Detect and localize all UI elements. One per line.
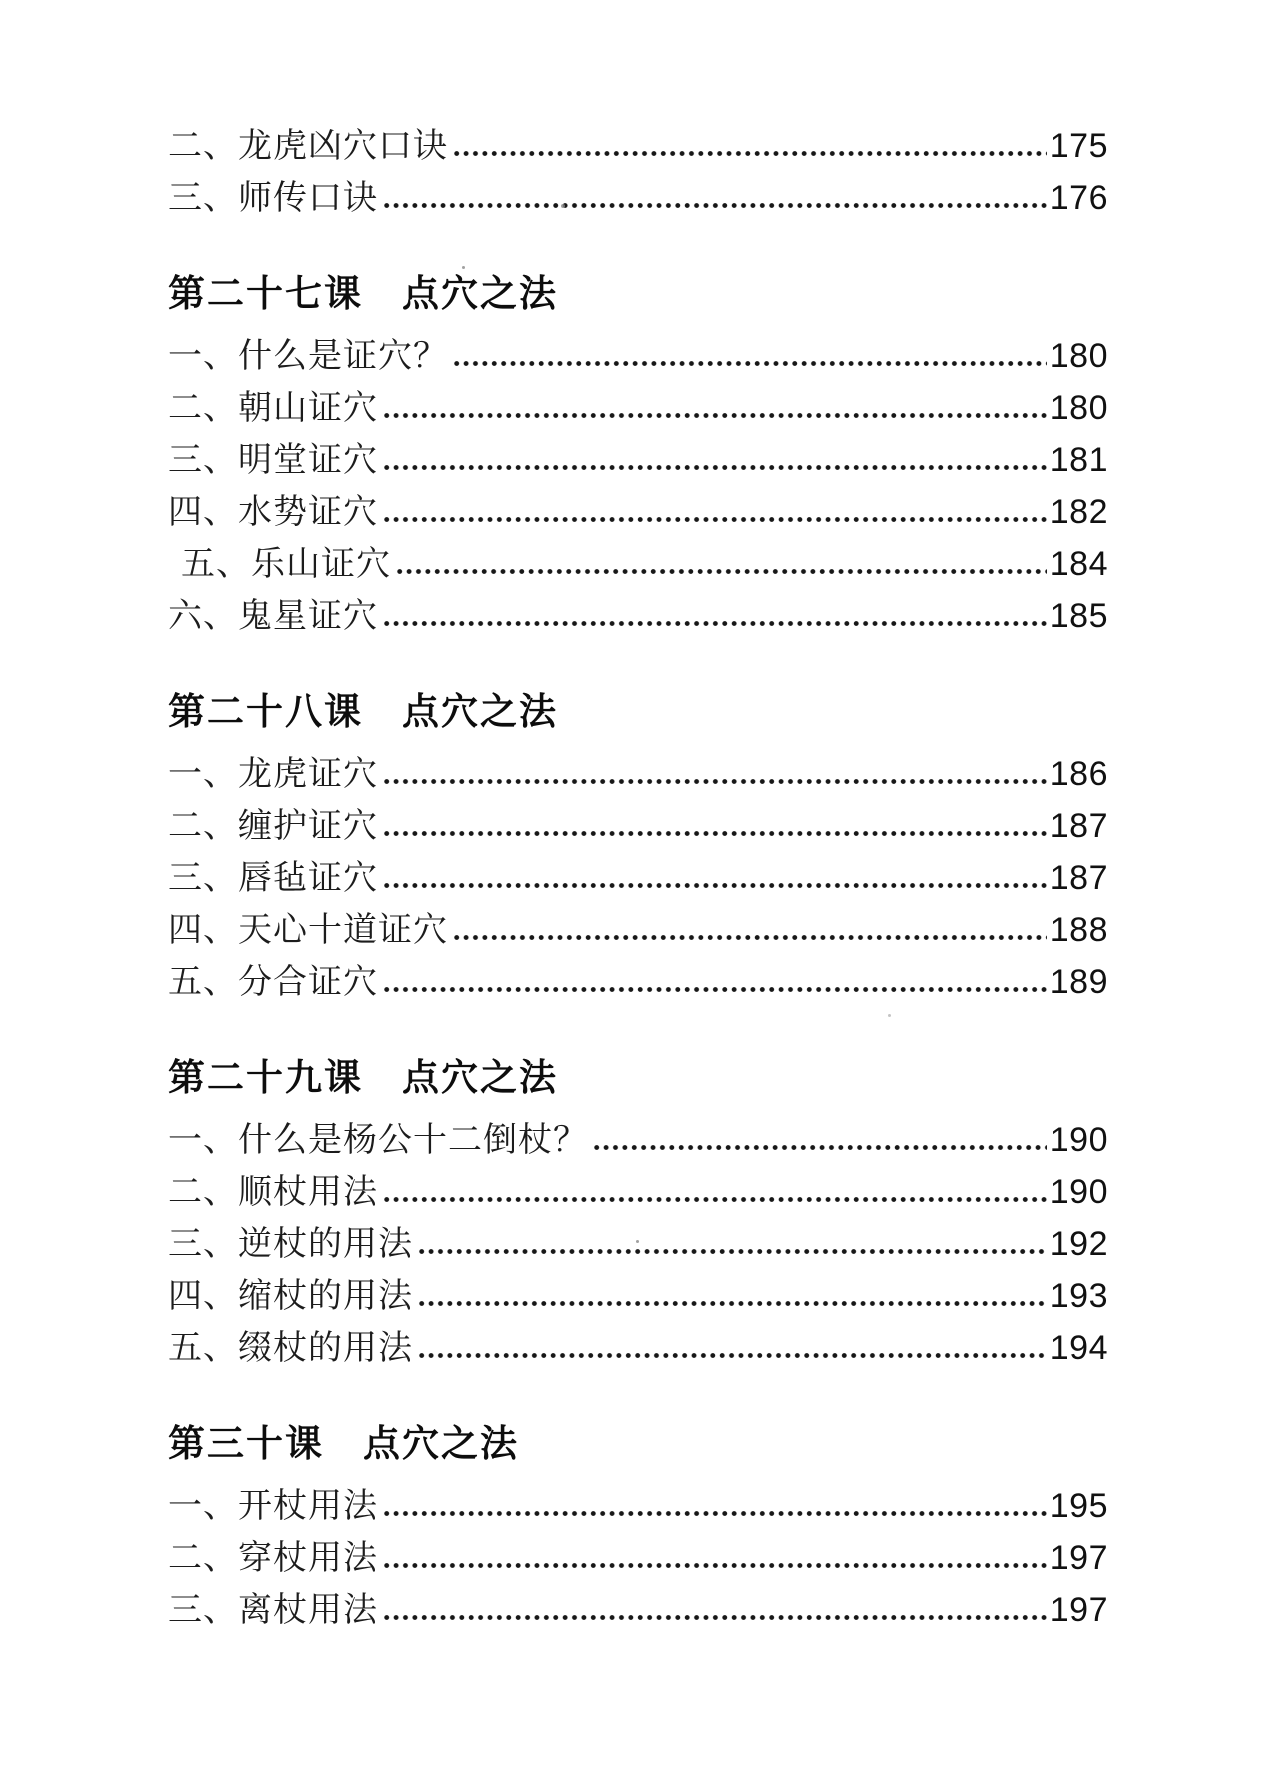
toc-entry-page: 197 <box>1049 1591 1108 1629</box>
toc-entry-page: 181 <box>1049 441 1108 479</box>
dot-leader <box>382 412 1047 419</box>
toc-entry-label: 二、顺杖用法 <box>168 1173 378 1211</box>
toc-entry <box>168 1166 1108 1218</box>
toc-entry <box>168 1322 1108 1374</box>
section-heading: 第二十九课 点穴之法 <box>168 1057 558 1098</box>
dot-leader <box>592 1144 1047 1151</box>
toc-entry-label: 四、水势证穴 <box>168 493 378 531</box>
toc-entry-page: 194 <box>1049 1329 1108 1367</box>
toc-entry-page: 195 <box>1049 1487 1108 1525</box>
dot-leader <box>382 778 1047 785</box>
toc-entry <box>168 120 1108 172</box>
dot-leader <box>382 464 1047 471</box>
toc-entry-page: 184 <box>1049 545 1108 583</box>
scan-speck <box>636 1240 639 1243</box>
dot-leader <box>417 1248 1047 1255</box>
toc-entry <box>168 1218 1108 1270</box>
toc-entry <box>168 1532 1108 1584</box>
toc-entry-label: 五、分合证穴 <box>168 963 378 1001</box>
toc-entry-label: 一、什么是证穴？ <box>168 337 448 375</box>
toc-entry-page: 190 <box>1049 1173 1108 1211</box>
dot-leader <box>382 202 1047 209</box>
toc-entry <box>168 486 1108 538</box>
toc-entry-label: 三、唇毡证穴 <box>168 859 378 897</box>
toc-entry <box>168 956 1108 1008</box>
toc-entry <box>168 590 1108 642</box>
toc-entry-page: 186 <box>1049 755 1108 793</box>
dot-leader <box>417 1300 1047 1307</box>
toc-entry-page: 180 <box>1049 337 1108 375</box>
toc-entry-label: 三、师传口诀 <box>168 179 378 217</box>
toc-entry-page: 188 <box>1049 911 1108 949</box>
dot-leader <box>452 934 1047 941</box>
dot-leader <box>452 150 1047 157</box>
dot-leader <box>382 1614 1047 1621</box>
scan-speck <box>462 266 465 269</box>
toc-entry-label: 六、鬼星证穴 <box>168 597 378 635</box>
toc-entry-label: 二、朝山证穴 <box>168 389 378 427</box>
toc-entry-page: 180 <box>1049 389 1108 427</box>
toc-entry-label: 三、逆杖的用法 <box>168 1225 413 1263</box>
section-heading: 第二十八课 点穴之法 <box>168 691 558 732</box>
dot-leader <box>382 516 1047 523</box>
toc-entry-page: 176 <box>1049 179 1108 217</box>
dot-leader <box>382 1510 1047 1517</box>
toc-entry <box>168 852 1108 904</box>
toc-entry <box>168 1480 1108 1532</box>
toc-entry-label: 一、什么是杨公十二倒杖？ <box>168 1121 588 1159</box>
toc-entry-page: 190 <box>1049 1121 1108 1159</box>
toc-entry-label: 三、明堂证穴 <box>168 441 378 479</box>
toc-entry-page: 175 <box>1049 127 1108 165</box>
toc-entry-label: 一、开杖用法 <box>168 1487 378 1525</box>
dot-leader <box>382 986 1047 993</box>
toc-entry <box>168 1584 1108 1636</box>
dot-leader <box>452 360 1047 367</box>
toc-entry-page: 197 <box>1049 1539 1108 1577</box>
toc-entry <box>168 434 1108 486</box>
toc-entry <box>168 382 1108 434</box>
toc-entry <box>168 538 1108 590</box>
toc-entry-page: 182 <box>1049 493 1108 531</box>
toc-entry <box>168 330 1108 382</box>
toc-entry-label: 五、缀杖的用法 <box>168 1329 413 1367</box>
toc-entry-label: 二、穿杖用法 <box>168 1539 378 1577</box>
dot-leader <box>382 882 1047 889</box>
toc-entry <box>168 904 1108 956</box>
dot-leader <box>382 1562 1047 1569</box>
toc-entry-page: 193 <box>1049 1277 1108 1315</box>
toc-entry-label: 三、离杖用法 <box>168 1591 378 1629</box>
dot-leader <box>382 830 1047 837</box>
toc-entry-label: 二、龙虎凶穴口诀 <box>168 127 448 165</box>
toc-entry-label: 二、缠护证穴 <box>168 807 378 845</box>
toc-entry-label: 五、乐山证穴 <box>181 545 391 583</box>
toc-entry-page: 192 <box>1049 1225 1108 1263</box>
dot-leader <box>382 1196 1047 1203</box>
toc-entry-page: 185 <box>1049 597 1108 635</box>
toc-entry-label: 四、天心十道证穴 <box>168 911 448 949</box>
scan-speck <box>888 1014 891 1017</box>
scan-speck <box>561 204 565 208</box>
section-heading: 第三十课 点穴之法 <box>168 1423 519 1464</box>
toc-entry-page: 189 <box>1049 963 1108 1001</box>
toc-entry <box>168 1114 1108 1166</box>
section-heading: 第二十七课 点穴之法 <box>168 273 558 314</box>
toc-entry <box>168 748 1108 800</box>
dot-leader <box>382 620 1047 627</box>
dot-leader <box>395 568 1047 575</box>
toc-entry-label: 一、龙虎证穴 <box>168 755 378 793</box>
toc-entry <box>168 800 1108 852</box>
toc-entry <box>168 1270 1108 1322</box>
toc-entry-page: 187 <box>1049 859 1108 897</box>
toc-entry-page: 187 <box>1049 807 1108 845</box>
toc-entry-label: 四、缩杖的用法 <box>168 1277 413 1315</box>
toc-entry <box>168 172 1108 224</box>
dot-leader <box>417 1352 1047 1359</box>
